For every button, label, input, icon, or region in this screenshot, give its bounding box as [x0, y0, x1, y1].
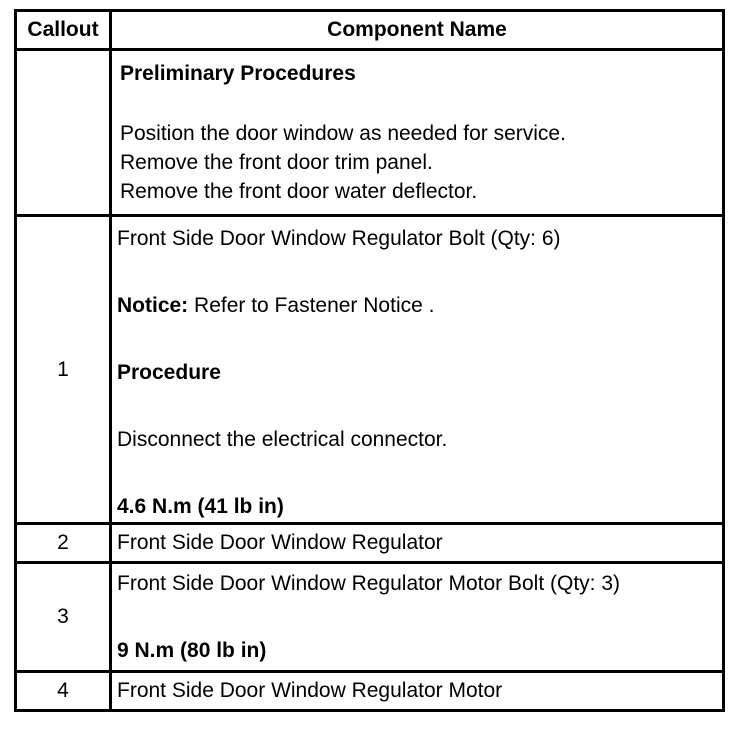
table-row [16, 672, 724, 711]
torque-spec: 9 N.m (80 lb in) [117, 639, 267, 662]
component-name-column-header: Component Name [111, 11, 724, 50]
callout-number: 4 [16, 672, 111, 711]
callout-column-header: Callout [16, 11, 111, 50]
notice-text: Refer to Fastener Notice . [188, 294, 435, 317]
preliminary-row [16, 50, 724, 216]
notice-line [117, 294, 718, 318]
component-table-container [14, 9, 722, 718]
callout-number: 2 [16, 524, 111, 563]
preliminary-step: Remove the front door water deflector. [120, 180, 478, 203]
preliminary-cell [111, 50, 724, 216]
preliminary-step: Position the door window as needed for service. [120, 122, 566, 145]
component-table [14, 9, 725, 712]
procedure-step: Disconnect the electrical connector. [117, 428, 448, 451]
component-name: Front Side Door Window Regulator Bolt (Qty: 6) [117, 227, 561, 250]
component-cell [111, 563, 724, 672]
preliminary-step: Remove the front door trim panel. [120, 151, 433, 174]
table-row [16, 216, 724, 524]
torque-spec: 4.6 N.m (41 lb in) [117, 495, 284, 518]
component-name: Front Side Door Window Regulator [111, 524, 724, 563]
callout-number: 3 [16, 563, 111, 672]
preliminary-steps [120, 119, 718, 206]
component-name: Front Side Door Window Regulator Motor [111, 672, 724, 711]
preliminary-callout-cell [16, 50, 111, 216]
procedure-label: Procedure [117, 361, 221, 384]
table-header-row [16, 11, 724, 50]
table-row [16, 524, 724, 563]
table-row [16, 563, 724, 672]
component-name: Front Side Door Window Regulator Motor Bolt (Qty: 3) [117, 572, 621, 595]
component-cell [111, 216, 724, 524]
notice-label: Notice: [117, 294, 189, 317]
callout-number: 1 [16, 216, 111, 524]
preliminary-title: Preliminary Procedures [120, 62, 356, 85]
